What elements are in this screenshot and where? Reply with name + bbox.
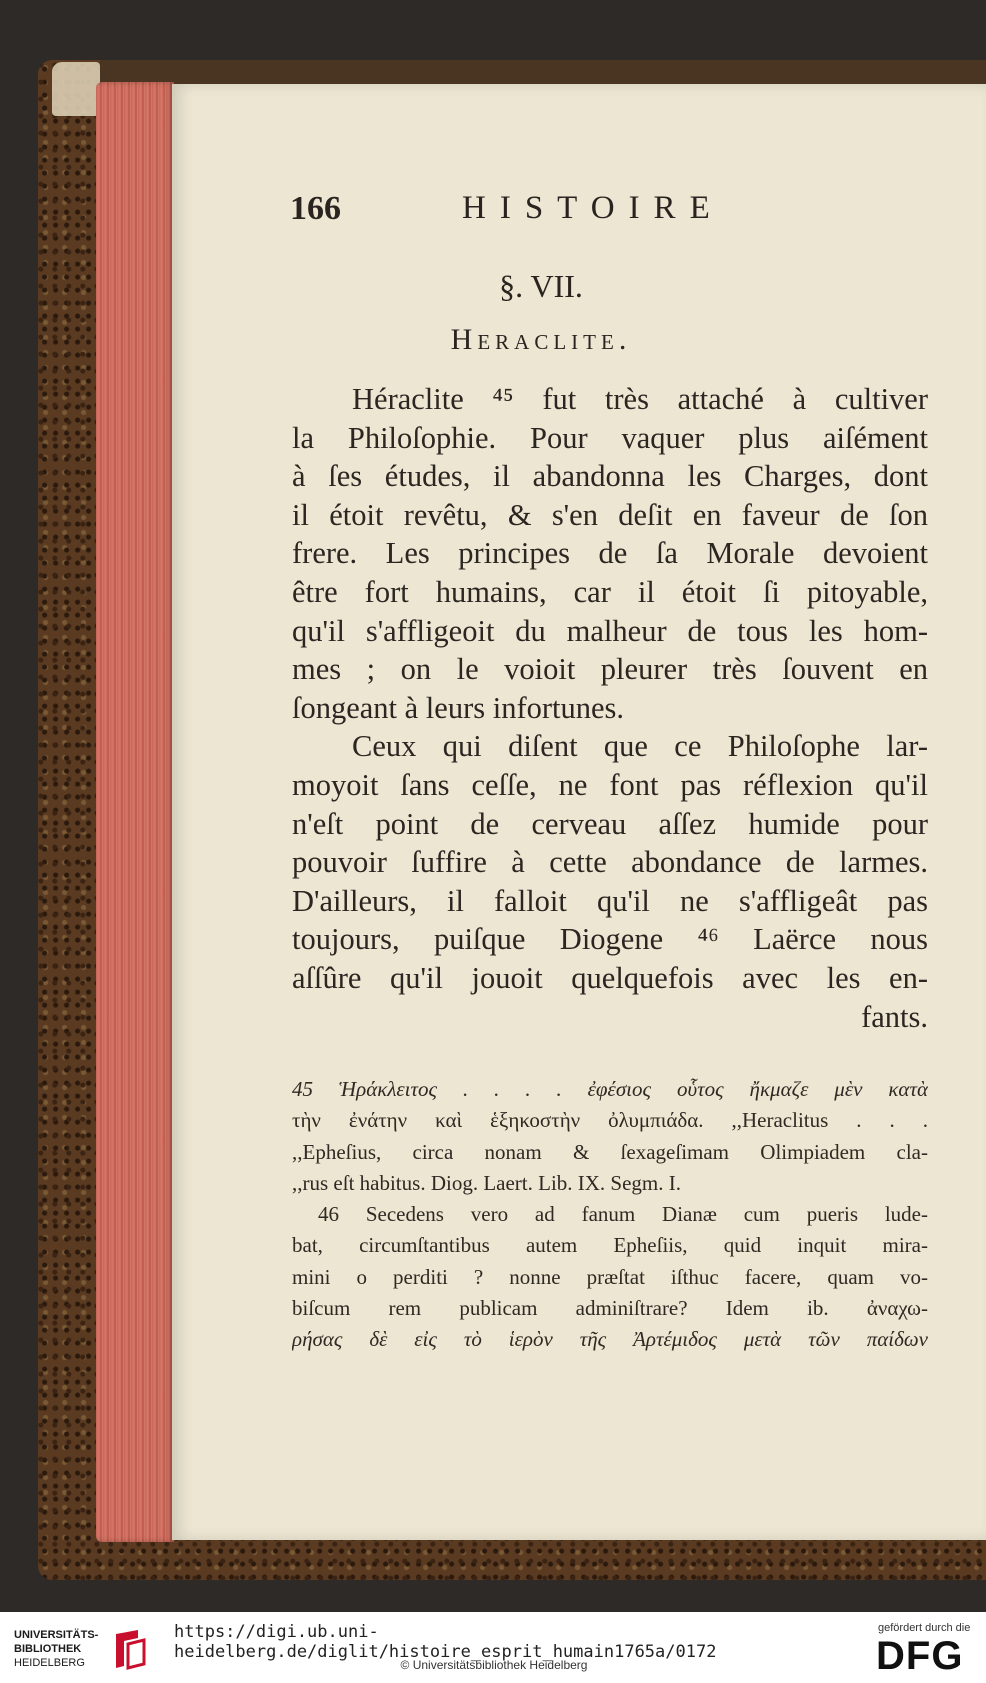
cover-corner-worn (52, 62, 100, 116)
text-line: à ſes études, il abandonna les Charges, dont (292, 459, 928, 494)
logo-line-1: UNIVERSITÄTS- (14, 1629, 99, 1641)
dfg-wordmark: DFG (876, 1634, 964, 1678)
footnote-line: 45 Ἡράκλειτος . . . . ἐφέσιος οὗτος ἤκμαζε μὲν κατὰ (292, 1077, 928, 1101)
footnote-line: τὴν ἐνάτην καὶ ἑξηκοστὴν ὀλυμπιάδα. ,,Heraclitus . . . (292, 1108, 928, 1133)
text-line: D'ailleurs, il falloit qu'il ne s'affligeât pas (292, 883, 928, 918)
dfg-logo (874, 1618, 978, 1678)
footnote-line: bat, circumſtantibus autem Epheſiis, quid inquit mira- (292, 1233, 928, 1258)
footnotes (292, 1074, 928, 1356)
text-line: fants. (861, 999, 928, 1034)
footnote-line: ,,rus eſt habitus. Diog. Laert. Lib. IX. Segm. I. (292, 1170, 682, 1195)
text-line: Ceux qui diſent que ce Philoſophe lar- (352, 729, 928, 764)
text-line: moyoit ſans ceſſe, ne font pas réflexion qu'il (292, 767, 928, 802)
footnote-line: ρήσας δὲ εἰς τὸ ἱερὸν τῆς Ἀρτέμιδος μετὰ τῶν παίδων (292, 1327, 928, 1352)
main-text (292, 380, 928, 1036)
text-line: toujours, puiſque Diogene ⁴⁶ Laërce nous (292, 922, 928, 957)
funding-caption: gefördert durch die (878, 1622, 971, 1634)
text-line: il étoit revêtu, & s'en deſit en faveur de ſon (292, 497, 928, 532)
footnote-line: ,,Epheſius, circa nonam & ſexageſimam Olimpiadem cla- (292, 1139, 928, 1164)
text-line: Héraclite ⁴⁵ fut très attaché à cultiver (352, 382, 928, 416)
footer-bar (0, 1612, 986, 1683)
running-title: HISTOIRE (462, 190, 724, 226)
library-emblem-icon (112, 1628, 148, 1670)
text-line: la Philoſophie. Pour vaquer plus aiſément (292, 420, 928, 455)
footnote-line: biſcum rem publicam adminiſtrare? Idem ib. ἀναχω- (292, 1296, 928, 1321)
text-line: frere. Les principes de ſa Morale devoient (292, 536, 928, 571)
page-url[interactable]: https://digi.ub.uni-heidelberg.de/diglit/histoire_esprit_humain1765a/0172 (174, 1622, 717, 1662)
text-line: pouvoir ſuffire à cette abondance de larmes. (292, 845, 928, 880)
running-head (290, 190, 790, 240)
text-line: qu'il s'affligeoit du malheur de tous les hom- (292, 613, 928, 648)
logo-line-2: BIBLIOTHEK (14, 1643, 82, 1655)
section-number: §. VII. (499, 268, 583, 304)
text-line: ſongeant à leurs infortunes. (292, 690, 625, 725)
text-line: aſſûre qu'il jouoit quelquefois avec les en- (292, 960, 928, 995)
book-cover-top (100, 60, 986, 86)
logo-line-3: HEIDELBERG (14, 1657, 85, 1669)
page-number: 166 (290, 190, 341, 227)
library-logo (14, 1626, 144, 1672)
text-line: mes ; on le voioit pleurer très ſouvent en (292, 652, 928, 687)
footnote-line: mini o perditi ? nonne præſtat iſthuc facere, quam vo- (292, 1264, 928, 1289)
footnote-line: 46 Secedens vero ad fanum Dianæ cum pueris lude- (318, 1202, 928, 1227)
library-logo-text (14, 1628, 114, 1670)
copyright-notice: © Universitätsbibliothek Heidelberg (400, 1658, 588, 1672)
section-title: Heraclite. (450, 323, 632, 356)
text-line: être fort humains, car il étoit ſi pitoyable, (292, 574, 928, 609)
text-line: n'eſt point de cerveau aſſez humide pour (292, 806, 928, 841)
